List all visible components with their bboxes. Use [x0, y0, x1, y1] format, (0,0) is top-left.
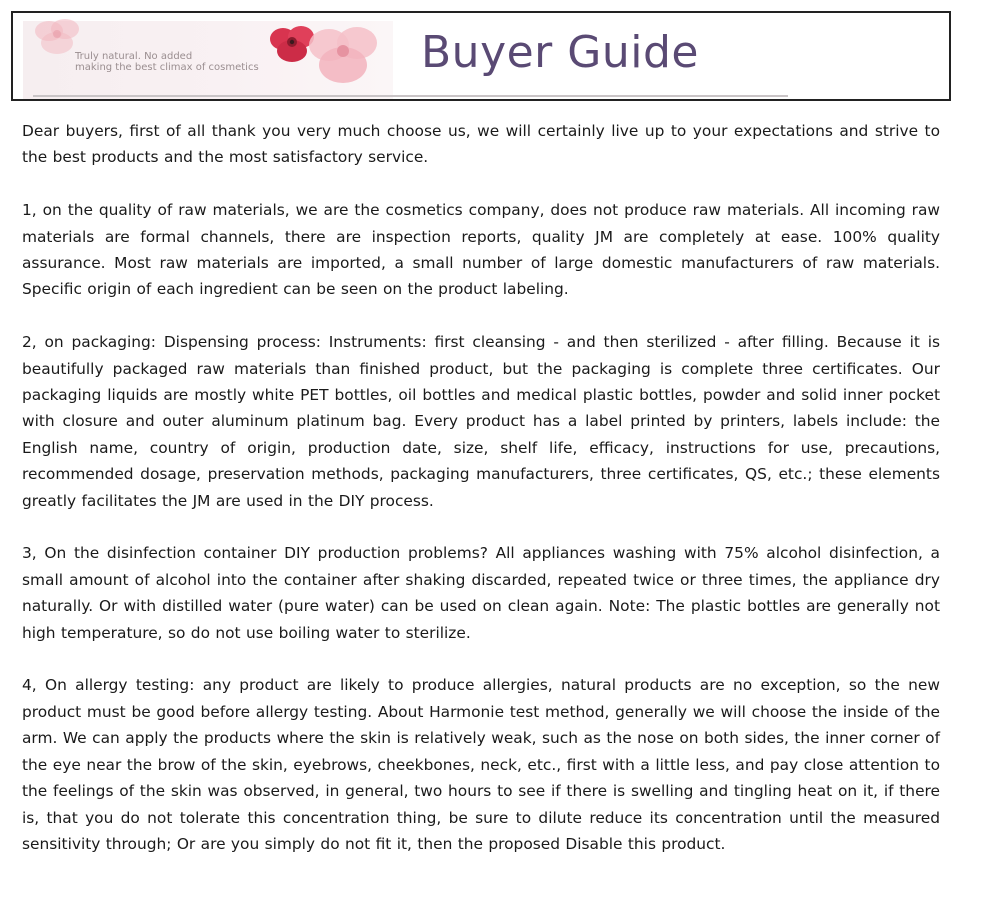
- header-banner: [11, 11, 951, 101]
- flower-icon: [305, 19, 383, 89]
- packaging-paragraph: 2, on packaging: Dispensing process: Instruments: first cleansing - and then sterilized - after filling. Because it is beautifully packaged raw materials than finished product, but the packaging is complete three certificates. Our packaging liquids are mostly white PET bottles, oil bottles and medical plastic bottles, powder and solid inner pocket with closure and outer aluminum platinum bag. Every product has a label printed by printers, labels include: the English name, country of origin, production date, size, shelf life, efficacy, instructions for use, precautions, recommended dosage, preservation methods, packaging manufacturers, three certificates, QS, etc.; these elements greatly facilitates the JM are used in the DIY process.: [22, 333, 940, 510]
- allergy-testing-paragraph: 4, On allergy testing: any product are likely to produce allergies, natural products are no exception, so the new product must be good before allergy testing. About Harmonie test method, generally we will choose the inside of the arm. We can apply the products where the skin is relatively weak, such as the nose on both sides, the inner corner of the eye near the brow of the skin, eyebrows, cheekbones, neck, etc., first with a little less, and pay close attention to the feelings of the skin was observed, in general, two hours to see if there is swelling and tingling heat on it, if there is, that you do not tolerate this concentration thing, be sure to dilute reduce its concentration until the measured sensitivity through; Or are you simply do not fit it, then the proposed Disable this product.: [22, 676, 940, 853]
- banner-tagline: Truly natural. No added making the best climax of cosmetics: [75, 51, 259, 73]
- intro-paragraph: Dear buyers, first of all thank you very much choose us, we will certainly live up to your expectations and strive to the best products and the most satisfactory service.: [22, 122, 940, 167]
- banner-underline: [33, 95, 788, 97]
- disinfection-paragraph: 3, On the disinfection container DIY production problems? All appliances washing with 75% alcohol disinfection, a small amount of alcohol into the container after shaking discarded, repeated twice or three times, the appliance dry naturally. Or with distilled water (pure water) can be used on clean again. Note: The plastic bottles are generally not high temperature, so do not use boiling water to sterilize.: [22, 544, 940, 642]
- page-title: Buyer Guide: [421, 27, 699, 78]
- guide-content: [22, 118, 940, 857]
- raw-materials-paragraph: 1, on the quality of raw materials, we are the cosmetics company, does not produce raw materials. All incoming raw materials are formal channels, there are inspection reports, quality JM are completely at ease. 100% quality assurance. Most raw materials are imported, a small number of large domestic manufacturers of raw materials. Specific origin of each ingredient can be seen on the product labeling.: [22, 201, 940, 299]
